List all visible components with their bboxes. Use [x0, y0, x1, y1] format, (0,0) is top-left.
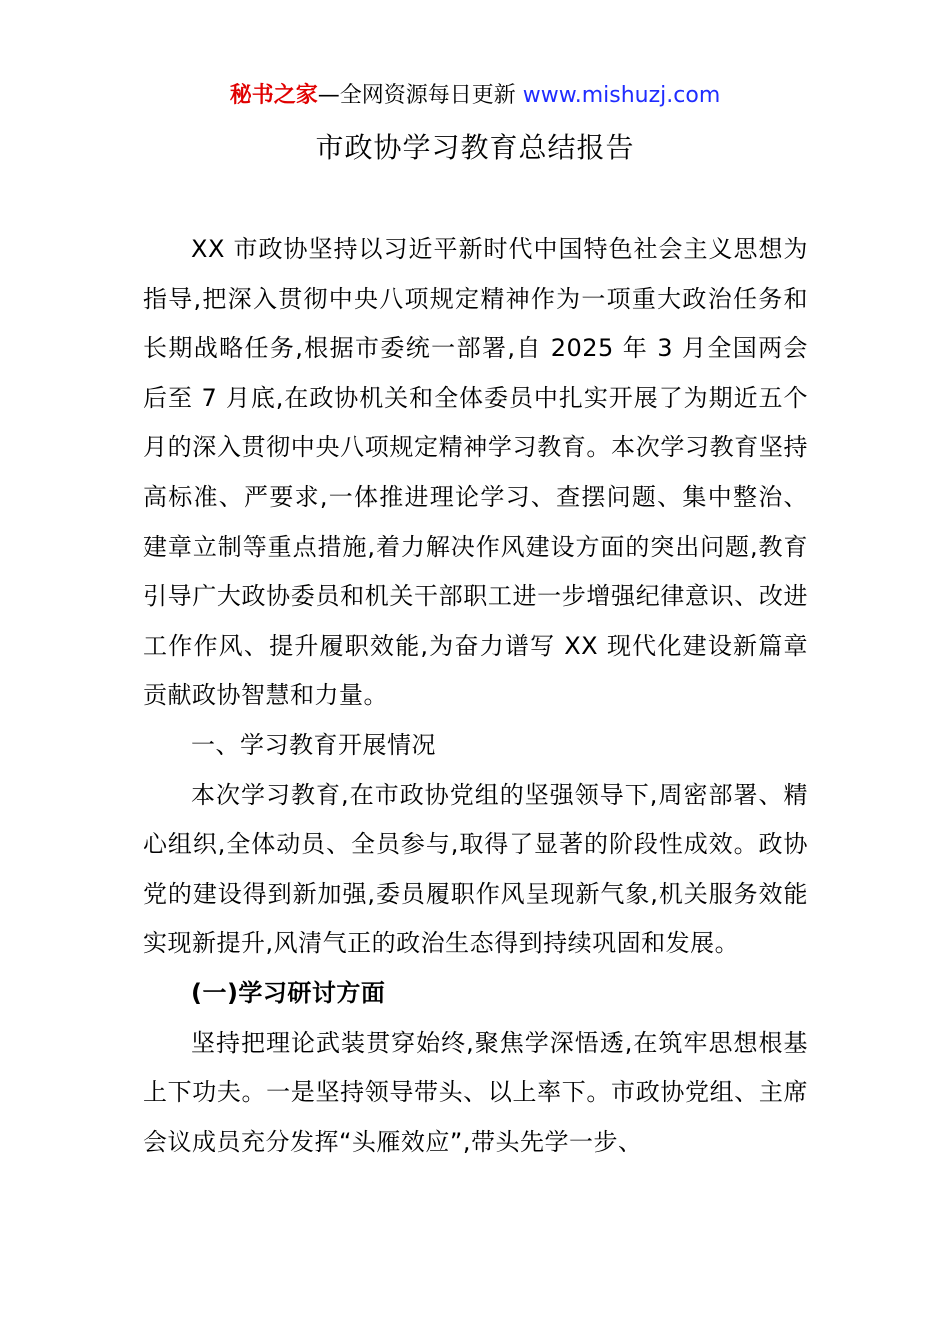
- site-tagline: —全网资源每日更新: [317, 83, 516, 108]
- section-heading: 一、学习教育开展情况: [191, 730, 436, 759]
- site-url-link[interactable]: www.mishuzj.com: [522, 83, 721, 108]
- site-header: [0, 80, 950, 112]
- intro-paragraph: XX 市政协坚持以习近平新时代中国特色社会主义思想为指导,把深入贯彻中央八项规定精神作为一项重大政治任务和长期战略任务,根据市委统一部署,自 2025 年 3 月全国两会后至 7 月底,在政协机关和全体委员中扎实开展了为期近五个月的深入贯彻中央八项规定精神学习教育。本次学习教育坚持高标准、严要求,一体推进理论学习、查摆问题、集中整治、建章立制等重点措施,着力解决作风建设方面的突出问题,教育引导广大政协委员和机关干部职工进一步增强纪律意识、改进工作作风、提升履职效能,为奋力谱写 XX 现代化建设新篇章贡献政协智慧和力量。: [143, 235, 808, 710]
- document-title: 市政协学习教育总结报告: [315, 131, 635, 164]
- document-body: [143, 225, 808, 1167]
- subsection-paragraph: 坚持把理论武装贯穿始终,聚焦学深悟透,在筑牢思想根基上下功夫。一是坚持领导带头、以上率下。市政协党组、主席会议成员充分发挥“头雁效应”,带头先学一步、: [143, 1028, 808, 1156]
- section-paragraph: 本次学习教育,在市政协党组的坚强领导下,周密部署、精心组织,全体动员、全员参与,取得了显著的阶段性成效。政协党的建设得到新加强,委员履职作风呈现新气象,机关服务效能实现新提升,风清气正的政治生态得到持续巩固和发展。: [143, 780, 808, 958]
- site-brand: 秘书之家: [229, 83, 318, 108]
- subsection-heading: (一)学习研讨方面: [191, 978, 386, 1007]
